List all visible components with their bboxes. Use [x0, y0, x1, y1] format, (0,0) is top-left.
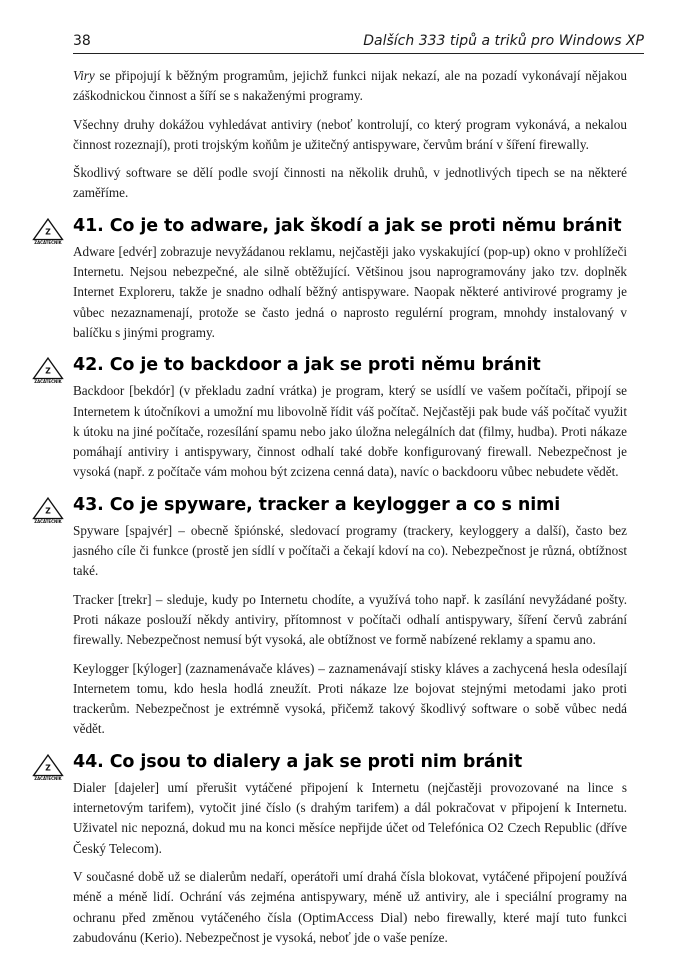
svg-text:Z: Z: [45, 506, 51, 516]
section-heading: 44. Co jsou to dialery a jak se proti nim bránit: [73, 751, 523, 772]
svg-text:ZAČÁTEČNÍK: ZAČÁTEČNÍK: [34, 775, 62, 781]
intro-lead-word: Viry: [73, 68, 95, 83]
section-paragraph: Tracker [trekr] – sleduje, kudy po Internetu chodíte, a využívá toho např. k zasílání nevyžádané pošty. Proti nákaze poslouží někdy antiviry, přítomnost v počítači odhalí antispywary, šíření červů zabrání firewally. Nebezpečnost nemusí být vysoká, ale obtížnost ve formě nabízené reklamy a spamu ano.: [73, 591, 627, 648]
section: [34, 353, 627, 482]
section-paragraph: Backdoor [bekdór] (v překladu zadní vrátka) je program, který se usídlí ve vašem počítači, připojí se Internetem k útočníkovi a umožní mu libovolně řídit váš počítač. Nejčastěji pak bude váš počítač využit k útoku na jiné počítače, rozesílání spamu nebo jako úložna nelegálních dat (filmy, hudba). Proti nákaze pomáhají antiviry i antispywary, činnost odhalí také dobře konfigurovaný firewall. Nebezpečnost je vysoká (např. z počítače vám mohou být zcizena cenná data), navíc o backdooru vůbec nebudete vědět.: [73, 383, 627, 480]
beginner-badge-icon: [31, 753, 65, 781]
beginner-badge: [31, 217, 65, 245]
section-heading: 42. Co je to backdoor a jak se proti němu bránit: [73, 355, 541, 376]
section: [34, 214, 627, 343]
intro-paragraph: Viry se připojují k běžným programům, jejichž funkci nijak nekazí, ale na pozadí vykonávají nějakou záškodnickou činnost a šíří se s nakaženými programy.: [73, 68, 627, 104]
section: [34, 493, 627, 740]
section-heading: 41. Co je to adware, jak škodí a jak se proti němu bránit: [73, 215, 622, 236]
section-heading: 43. Co je spyware, tracker a keylogger a co s nimi: [73, 494, 561, 515]
section-paragraph: Dialer [dajeler] umí přerušit vytáčené připojení k Internetu (nejčastěji provozované na lince s internetovým tarifem), vytočit jiné číslo (s drahým tarifem) a dál pokračovat v připojení k Internetu. Uživatel nic nepozná, dokud mu na konci měsíce nepřijde účet od Telefónica O2 Czech Republic (dříve Český Telecom).: [73, 779, 627, 856]
svg-text:Z: Z: [45, 366, 51, 376]
page-content: [34, 66, 627, 956]
section: [34, 750, 627, 948]
section-paragraph: Adware [edvér] zobrazuje nevyžádanou reklamu, nejčastěji jako vyskakující (pop-up) okno v prohlížeči Internetu. Nejsou nebezpečné, ale silně obtěžující. Většinou jsou naprogramovány jako tzv. doplněk Internet Exploreru, takže je snadno odhalí běžný antispyware. Naopak některé antivirové programy je vůbec nezaznamenají, protože se často jedná o naprosto regulérní program, mnohdy instalovaný v balíčku s jinými programy.: [73, 243, 627, 340]
section-paragraph: Keylogger [kýloger] (zaznamenávače kláves) – zaznamenávají stisky kláves a zachycená hesla odesílají Internetem tomu, kdo hesla hodlá zneužít. Proti nákaze lze bojovat stejnými metodami jako proti trackerům. Nebezpečnost je extrémně vysoká, přičemž takový škodlivý software o sobě vůbec nedá vědět.: [73, 660, 627, 737]
page-header: [73, 22, 644, 54]
beginner-badge: [31, 753, 65, 781]
section-paragraph: Spyware [spajvér] – obecně špiónské, sledovací programy (trackery, keyloggery a další), často bez jasného cíle či funkce (prostě jen sídlí v počítači a čekají kdoví na co). Nebezpečnost je různá, obtížnost také.: [73, 522, 627, 579]
book-title: Dalších 333 tipů a triků pro Windows XP: [363, 33, 644, 49]
page-number: 38: [73, 33, 91, 49]
svg-text:Z: Z: [45, 763, 51, 773]
intro-paragraph: Škodlivý software se dělí podle svojí činnosti na několik druhů, v jednotlivých tipech se na některé zaměříme.: [73, 165, 627, 201]
svg-text:Z: Z: [45, 227, 51, 237]
section-paragraph: V současné době už se dialerům nedaří, operátoři umí drahá čísla blokovat, vytáčené připojení používá méně a méně lidí. Ochrání vás zejména antispywary, méně už antiviry, ale i speciální programy na ochranu před změnou vytáčeného čísla (OptimAccess Dial) nebo firewally, které mají tuto funkci zabudovánu (Kerio). Nebezpečnost je vysoká, neboť jde o vaše peníze.: [73, 868, 627, 945]
svg-text:ZAČÁTEČNÍK: ZAČÁTEČNÍK: [34, 379, 62, 385]
intro-block: [73, 66, 627, 204]
sections-container: [34, 214, 627, 948]
svg-text:ZAČÁTEČNÍK: ZAČÁTEČNÍK: [34, 518, 62, 524]
beginner-badge: [31, 496, 65, 524]
intro-paragraph: Všechny druhy dokážou vyhledávat antiviry (neboť kontrolují, co který program vykonává, a nekalou činnost rozeznají), proti trojským koňům je užitečný antispyware, červům brání v šíření firewally.: [73, 116, 627, 152]
beginner-badge: [31, 356, 65, 384]
beginner-badge-icon: [31, 356, 65, 384]
beginner-badge-icon: [31, 496, 65, 524]
svg-text:ZAČÁTEČNÍK: ZAČÁTEČNÍK: [34, 239, 62, 245]
beginner-badge-icon: [31, 217, 65, 245]
